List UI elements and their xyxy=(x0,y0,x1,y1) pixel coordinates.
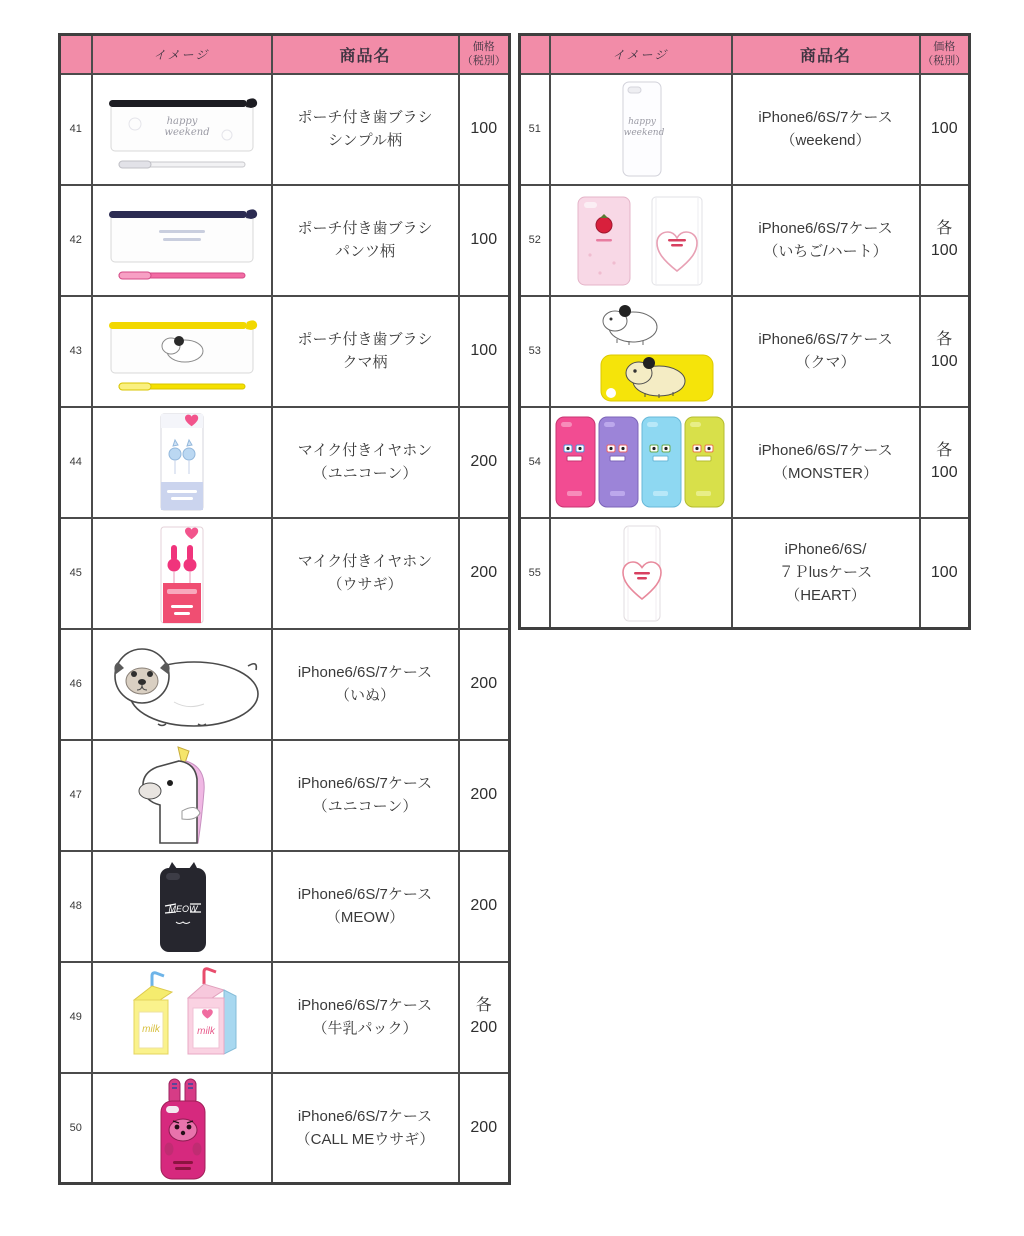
table-row-42 xyxy=(60,185,510,296)
product-name-line: （MONSTER） xyxy=(772,465,878,482)
toothbrush-head xyxy=(119,161,151,168)
product-image-cell xyxy=(92,185,272,296)
product-price xyxy=(459,74,510,185)
price-prefix: 各 xyxy=(936,331,953,349)
zipper-pull xyxy=(246,98,257,108)
meow-text: MEOW xyxy=(168,904,197,914)
row-number: 41 xyxy=(60,74,92,185)
pattern-text-line xyxy=(159,230,205,233)
product-price xyxy=(459,740,510,851)
product-name xyxy=(272,296,459,407)
number-column-header xyxy=(520,35,550,74)
bear-sketch-ear xyxy=(619,305,631,317)
product-price xyxy=(459,629,510,740)
price-value: 200 xyxy=(470,1118,498,1136)
image-column-header: イメージ xyxy=(550,35,732,74)
strawberry xyxy=(596,217,612,233)
row-number: 45 xyxy=(60,518,92,629)
product-name-line: iPhone6/6S/7ケース xyxy=(297,885,433,903)
product-name xyxy=(272,1073,459,1184)
earbud-right xyxy=(183,448,195,460)
price-value: 200 xyxy=(470,453,498,471)
price-header-line2: （税別） xyxy=(461,55,506,68)
product-price xyxy=(459,518,510,629)
product-name-line: マイク付きイヤホン xyxy=(297,552,433,570)
product-name xyxy=(272,851,459,962)
price-prefix: 各 xyxy=(936,442,953,460)
product-name-line: iPhone6/6S/7ケース xyxy=(758,441,893,459)
table-row-55 xyxy=(520,518,970,629)
price-value: 200 xyxy=(470,675,498,693)
product-name-line: ７Ｐlusケース xyxy=(778,564,873,582)
table-row-43 xyxy=(60,296,510,407)
product-name-line: クマ柄 xyxy=(342,354,388,371)
table-row-48 xyxy=(60,851,510,962)
price-value: 100 xyxy=(470,231,498,249)
product-name-line: （クマ） xyxy=(795,354,856,371)
product-name xyxy=(272,629,459,740)
rabbit-face xyxy=(169,1119,197,1141)
carton-side-blue xyxy=(224,990,236,1054)
earphone-unicorn-package-image xyxy=(151,410,213,514)
price-value: 100 xyxy=(930,242,958,259)
product-price xyxy=(459,296,510,407)
dog-eye xyxy=(131,671,137,677)
product-name-line: （いちご/ハート） xyxy=(763,243,888,260)
product-image-cell xyxy=(550,296,732,407)
product-name-line: （CALL MEウサギ） xyxy=(295,1130,435,1148)
pouch-toothbrush-simple-image xyxy=(97,79,267,179)
product-name-line: iPhone6/6S/7ケース xyxy=(758,219,893,237)
table-row-53 xyxy=(520,296,970,407)
dog-tail xyxy=(248,664,256,670)
price-value: 200 xyxy=(470,786,498,804)
camera-hole xyxy=(584,202,597,208)
row-number: 50 xyxy=(60,1073,92,1184)
product-name-line: iPhone6/6S/7ケース xyxy=(758,330,893,348)
zipper-pull xyxy=(246,320,257,330)
product-name-line: ポーチ付き歯ブラシ xyxy=(297,219,433,237)
product-name xyxy=(732,518,920,629)
left-catalog-table xyxy=(58,33,511,1185)
row-number: 52 xyxy=(520,185,550,296)
product-image-cell xyxy=(550,518,732,629)
price-header-line1: 価格 xyxy=(472,40,495,53)
product-price xyxy=(920,296,970,407)
product-price xyxy=(459,185,510,296)
earbud-right xyxy=(183,559,196,572)
row-number: 48 xyxy=(60,851,92,962)
row-number: 42 xyxy=(60,185,92,296)
product-name-line: （weekend） xyxy=(780,132,871,149)
zipper-pull xyxy=(246,209,257,219)
pattern-dot xyxy=(612,261,615,264)
price-value: 200 xyxy=(470,564,498,582)
row-number: 43 xyxy=(60,296,92,407)
camera-hole xyxy=(166,873,180,880)
product-image-cell xyxy=(92,962,272,1073)
package-text-line xyxy=(171,605,193,608)
price-header-line1: 価格 xyxy=(933,40,956,53)
product-image-cell xyxy=(92,296,272,407)
table-row-45 xyxy=(60,518,510,629)
price-header-line2: （税別） xyxy=(922,55,967,68)
product-price xyxy=(459,407,510,518)
product-price xyxy=(920,407,970,518)
heart-text-line xyxy=(671,244,683,247)
unicorn-eye xyxy=(167,780,173,786)
product-image-cell xyxy=(92,851,272,962)
product-name-line: iPhone6/6S/7ケース xyxy=(758,108,893,126)
price-column-header xyxy=(459,35,510,74)
product-name-line: （ユニコーン） xyxy=(312,798,418,815)
product-name xyxy=(272,740,459,851)
product-name-line: iPhone6/6S/7ケース xyxy=(297,996,433,1014)
weekend-case-image xyxy=(604,77,678,181)
number-column-header xyxy=(60,35,92,74)
product-name-line: ポーチ付き歯ブラシ xyxy=(297,108,433,126)
price-column-header xyxy=(920,35,970,74)
table-row-51 xyxy=(520,74,970,185)
heart-text-line xyxy=(637,577,647,580)
product-name-line: （ウサギ） xyxy=(327,576,403,593)
rabbit-eye xyxy=(186,1124,191,1129)
row-number: 49 xyxy=(60,962,92,1073)
case-text-line1: happy xyxy=(627,117,656,127)
bear-on-case-eye xyxy=(633,369,636,372)
row-number: 51 xyxy=(520,74,550,185)
product-name-line: （MEOW） xyxy=(325,909,405,926)
heart-text-line xyxy=(668,239,686,242)
case-text-line xyxy=(596,239,612,242)
case-text-line xyxy=(173,1161,193,1164)
zipper-navy xyxy=(109,211,247,218)
monster-case-pink xyxy=(556,417,595,507)
toothbrush-head xyxy=(119,272,151,279)
product-image-cell xyxy=(92,407,272,518)
bear-on-case-ear xyxy=(643,357,655,369)
price-value: 100 xyxy=(470,120,498,138)
camera-hole xyxy=(166,1106,179,1113)
header-row xyxy=(520,35,970,74)
price-value: 200 xyxy=(470,897,498,915)
monster-cases-image xyxy=(551,409,731,515)
table-row-52 xyxy=(520,185,970,296)
product-price xyxy=(920,74,970,185)
milk-carton-cases-image xyxy=(106,966,258,1068)
product-name-line: iPhone6/6S/7ケース xyxy=(297,774,433,792)
rabbit-paw xyxy=(164,1142,173,1155)
product-name-line: マイク付きイヤホン xyxy=(297,441,433,459)
earphone-rabbit-package-image xyxy=(151,521,213,625)
price-value: 100 xyxy=(470,342,498,360)
price-value: 100 xyxy=(930,563,958,581)
product-name-line: ポーチ付き歯ブラシ xyxy=(297,330,433,348)
monster-case-purple xyxy=(599,417,638,507)
header-row xyxy=(60,35,510,74)
unicorn-muzzle xyxy=(139,783,161,799)
row-number: 55 xyxy=(520,518,550,629)
product-image-cell xyxy=(550,407,732,518)
price-prefix: 各 xyxy=(936,220,953,238)
image-column-header: イメージ xyxy=(92,35,272,74)
table-row-46 xyxy=(60,629,510,740)
product-price xyxy=(459,1073,510,1184)
table-row-50 xyxy=(60,1073,510,1184)
product-image-cell xyxy=(92,518,272,629)
case-text-line xyxy=(175,1167,191,1170)
camera-hole xyxy=(606,388,616,398)
unicorn-image xyxy=(126,743,238,847)
pattern-text-line xyxy=(163,238,201,241)
product-name-line: （いぬ） xyxy=(334,687,395,704)
product-name xyxy=(272,518,459,629)
pouch-toothbrush-bear-image xyxy=(97,301,267,401)
earbud-left xyxy=(167,559,180,572)
price-value: 100 xyxy=(930,464,958,481)
product-name-line: パンツ柄 xyxy=(334,243,395,260)
table-row-44 xyxy=(60,407,510,518)
product-name xyxy=(732,185,920,296)
product-name xyxy=(272,962,459,1073)
straw-blue xyxy=(152,973,164,988)
pattern-dot xyxy=(598,271,601,274)
package-text-line xyxy=(171,497,193,500)
monster-case-blue xyxy=(642,417,681,507)
product-price xyxy=(459,851,510,962)
bear-sketch-eye xyxy=(609,318,612,321)
product-name-line: iPhone6/6S/7ケース xyxy=(297,663,433,681)
toothbrush-head xyxy=(119,383,151,390)
row-number: 53 xyxy=(520,296,550,407)
product-image-cell xyxy=(92,74,272,185)
product-price xyxy=(920,518,970,629)
price-value: 100 xyxy=(930,353,958,370)
product-name-line: （ユニコーン） xyxy=(312,465,418,482)
product-name xyxy=(732,296,920,407)
table-row-54 xyxy=(520,407,970,518)
product-price xyxy=(920,185,970,296)
product-image-cell xyxy=(92,629,272,740)
camera-hole xyxy=(628,87,641,93)
row-number: 44 xyxy=(60,407,92,518)
call-me-rabbit-case-image xyxy=(138,1075,226,1181)
product-image-cell xyxy=(92,1073,272,1184)
product-name-line: （牛乳パック） xyxy=(312,1020,418,1037)
product-image-cell xyxy=(550,74,732,185)
bear-sketch-ear xyxy=(174,336,184,346)
milk-text: milk xyxy=(196,1026,215,1037)
pouch-text-line1: happy xyxy=(166,116,197,127)
heart-case-image xyxy=(604,521,678,625)
package-band xyxy=(161,482,203,510)
bear-case-image xyxy=(555,297,727,405)
case-text-line2: weekend xyxy=(623,128,664,138)
product-name-line: iPhone6/6S/ xyxy=(784,540,867,558)
price-prefix: 各 xyxy=(475,997,492,1015)
package-text-line xyxy=(174,612,190,615)
product-name-line: iPhone6/6S/7ケース xyxy=(297,1107,433,1125)
meow-case-image xyxy=(143,856,221,956)
table-row-47 xyxy=(60,740,510,851)
row-number: 54 xyxy=(520,407,550,518)
rabbit-eye xyxy=(174,1124,179,1129)
milk-text: milk xyxy=(141,1024,160,1035)
product-name xyxy=(732,74,920,185)
zipper-black xyxy=(109,100,247,107)
row-number: 47 xyxy=(60,740,92,851)
price-value: 200 xyxy=(470,1019,498,1036)
product-name xyxy=(272,407,459,518)
product-image-cell xyxy=(550,185,732,296)
product-name xyxy=(272,74,459,185)
straw-red xyxy=(204,969,216,984)
product-image-cell xyxy=(92,740,272,851)
pouch-body xyxy=(111,212,253,262)
product-price xyxy=(459,962,510,1073)
product-name-line: （HEART） xyxy=(785,587,866,605)
package-text-line xyxy=(167,490,197,493)
product-name xyxy=(732,407,920,518)
row-number: 46 xyxy=(60,629,92,740)
product-name-line: シンプル柄 xyxy=(327,132,403,149)
monster-case-yellow xyxy=(685,417,724,507)
pouch-toothbrush-pants-image xyxy=(97,190,267,290)
heart-text-line xyxy=(634,572,650,575)
dog-eye xyxy=(147,671,153,677)
name-column-header: 商品名 xyxy=(732,35,920,74)
package-stripe xyxy=(167,589,197,594)
table-row-49 xyxy=(60,962,510,1073)
zipper-yellow xyxy=(109,322,247,329)
pug-dog-image xyxy=(98,636,266,732)
rabbit-paw xyxy=(192,1142,201,1155)
pouch-text-line2: weekend xyxy=(163,127,210,138)
right-catalog-table xyxy=(518,33,971,630)
rabbit-nose xyxy=(180,1131,184,1135)
product-name xyxy=(272,185,459,296)
table-row-41 xyxy=(60,74,510,185)
strawberry-heart-cases-image xyxy=(556,189,726,291)
unicorn-head xyxy=(142,761,196,843)
pattern-dot xyxy=(588,253,591,256)
price-value: 100 xyxy=(930,120,958,138)
dog-nose xyxy=(138,679,146,685)
earbud-left xyxy=(169,448,181,460)
name-column-header: 商品名 xyxy=(272,35,459,74)
